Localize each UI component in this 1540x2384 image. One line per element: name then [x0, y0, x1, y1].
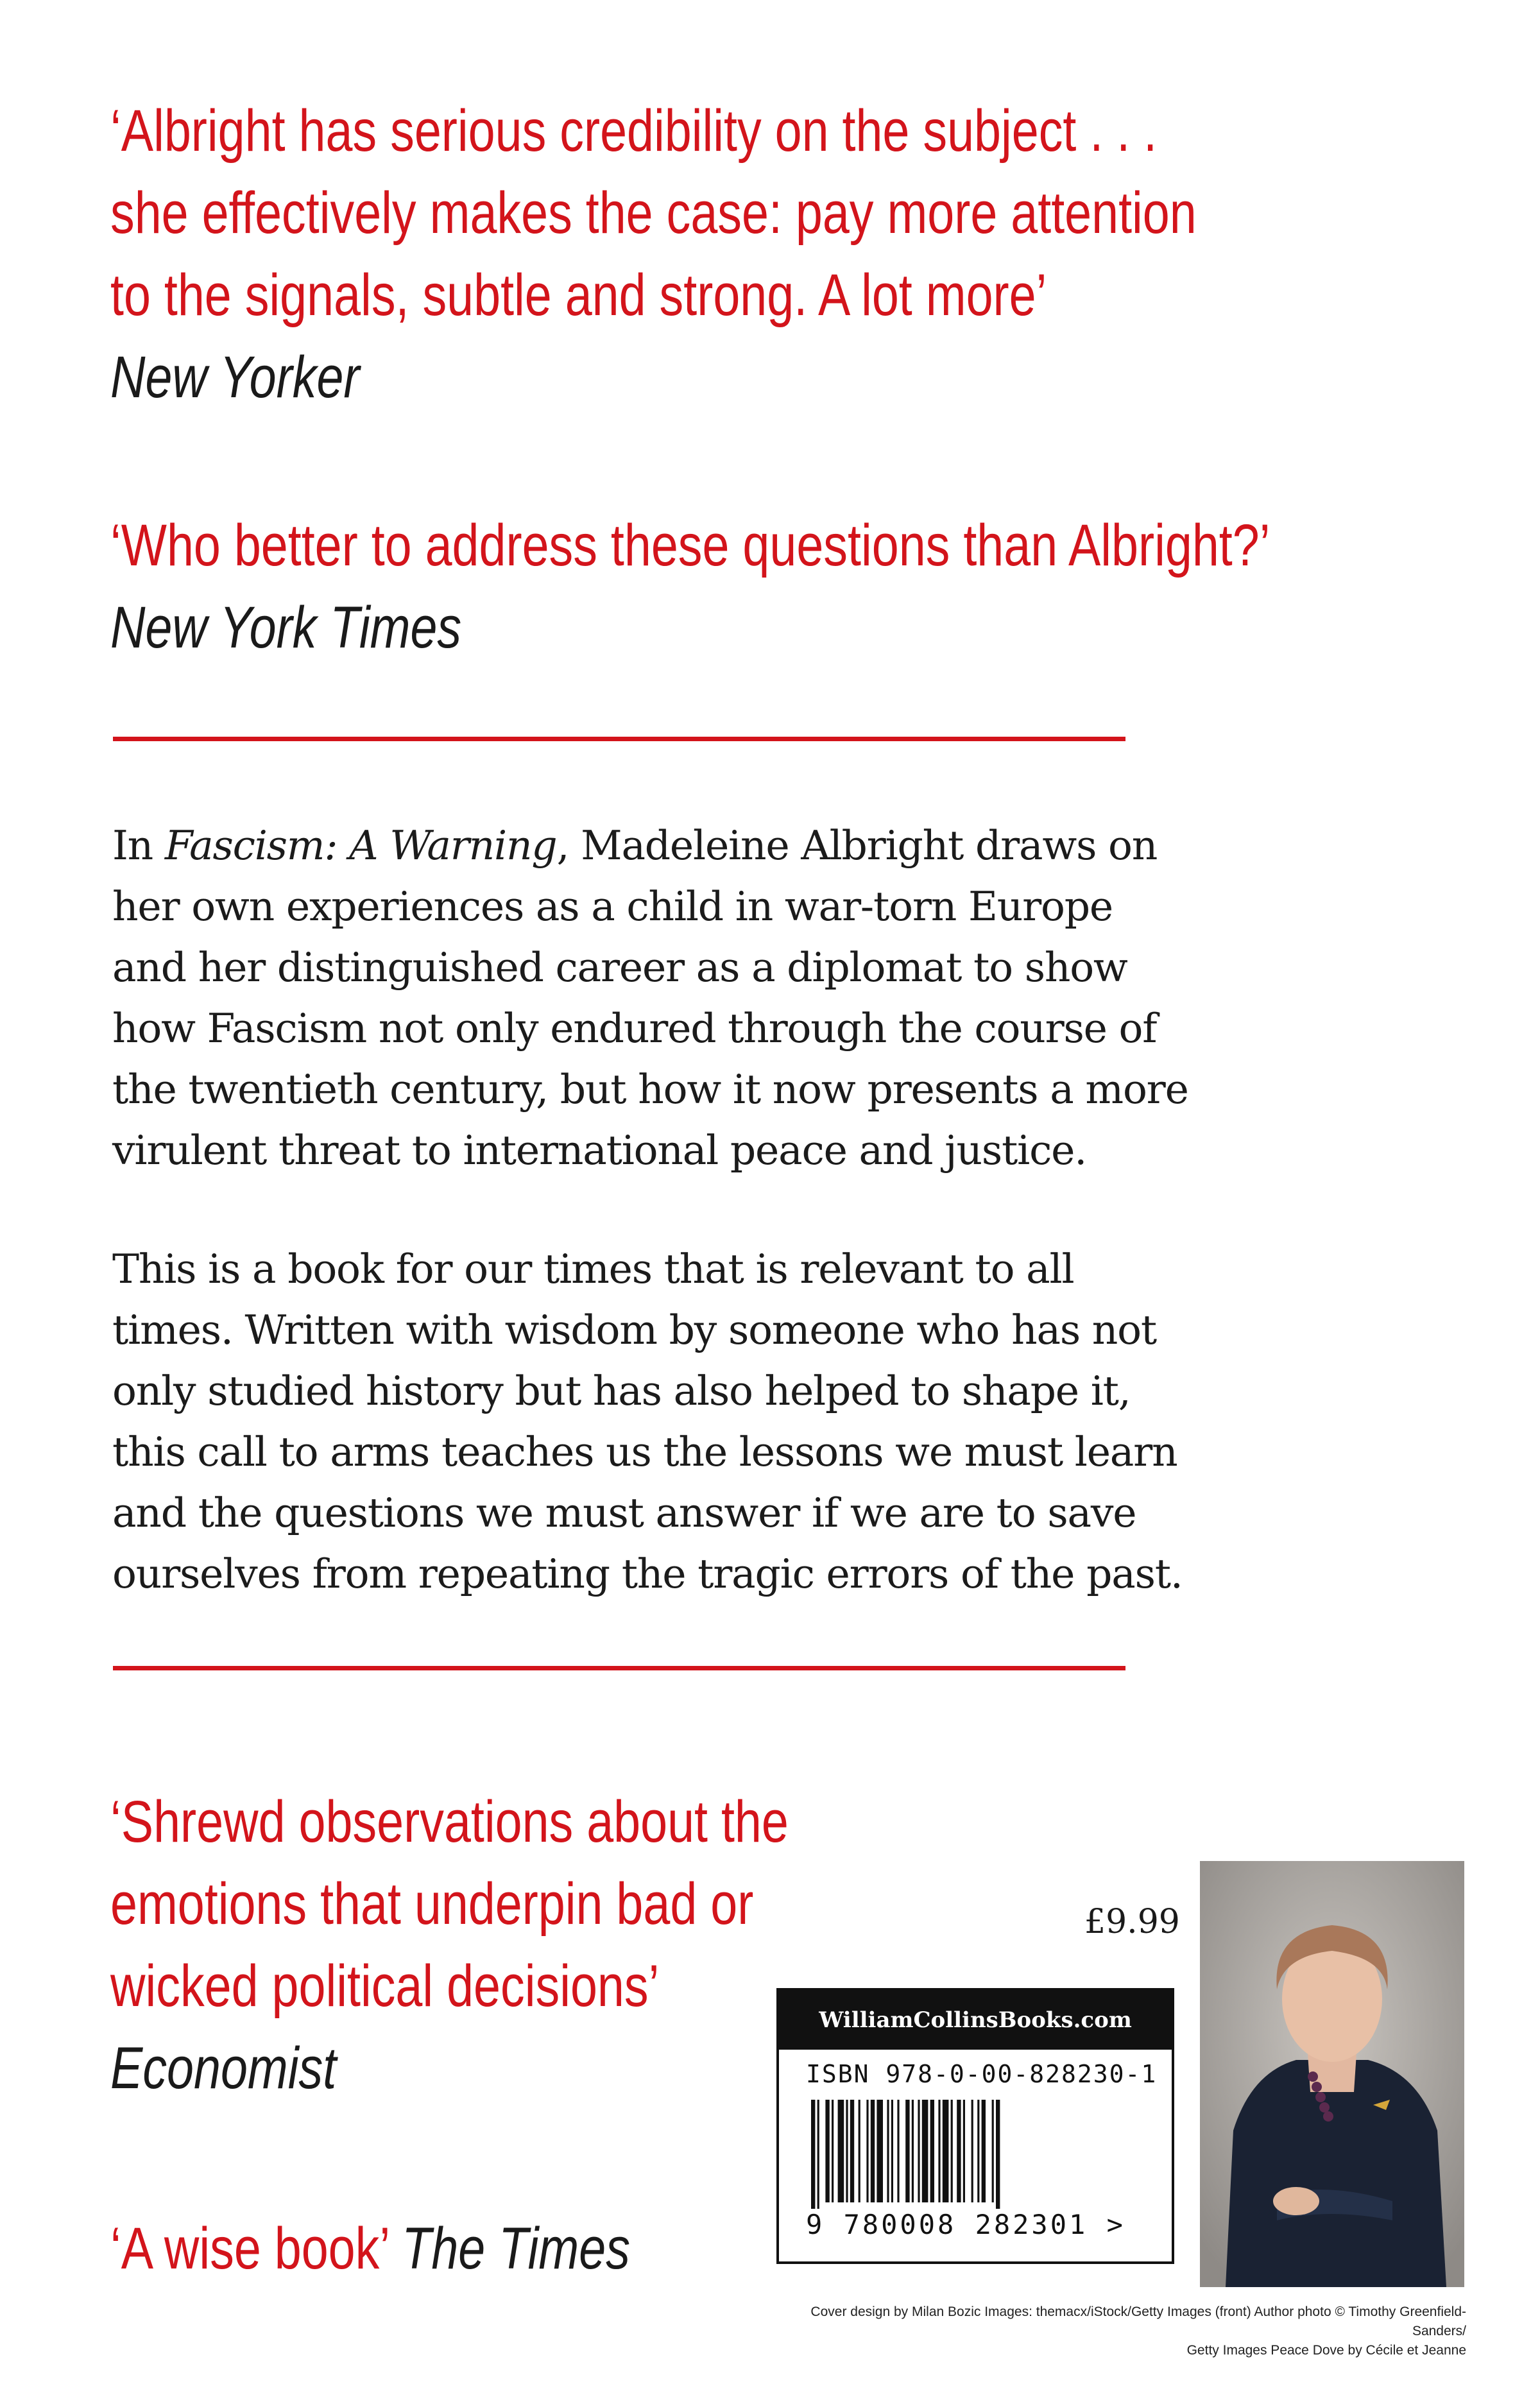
book-title: Fascism: A Warning: [164, 822, 557, 869]
blurb-line: virulent threat to international peace and justice.: [112, 1127, 1087, 1174]
review-nyt: [110, 504, 1270, 669]
barcode-bar: [825, 2100, 829, 2202]
review-the-times: [110, 2208, 630, 2290]
barcode-bar: [897, 2100, 899, 2202]
blurb-line: only studied history but has also helped to shape it,: [112, 1368, 1131, 1414]
barcode-bar: [859, 2100, 860, 2202]
cover-credits: [805, 2303, 1466, 2360]
blurb-paragraph-1: [112, 815, 1325, 1181]
review-line: [110, 2208, 630, 2290]
review-source: New Yorker: [110, 345, 360, 410]
barcode-bar: [992, 2100, 994, 2202]
author-photo: [1200, 1861, 1464, 2287]
barcode-bar: [982, 2100, 986, 2202]
barcode-bar: [838, 2100, 844, 2202]
barcode-bar: [905, 2100, 909, 2202]
barcode-bar: [846, 2100, 848, 2202]
barcode-graphic: [805, 2100, 1151, 2209]
review-line: she effectively makes the case: pay more attention: [110, 180, 1197, 246]
blurb-line: This is a book for our times that is relevant to all: [112, 1246, 1074, 1292]
barcode-bar: [977, 2100, 979, 2202]
barcode-bar: [891, 2100, 893, 2202]
blurb-line: the twentieth century, but how it now presents a more: [112, 1066, 1188, 1113]
barcode-bar: [963, 2100, 965, 2202]
publisher-url: WilliamCollinsBooks.com: [779, 1991, 1172, 2050]
review-line: ‘Who better to address these questions than Albright?’: [110, 513, 1270, 578]
divider-top: [113, 737, 1125, 741]
credits-line: Getty Images Peace Dove by Cécile et Jeanne: [1186, 2343, 1466, 2358]
blurb-line: her own experiences as a child in war-torn Europe: [112, 883, 1113, 930]
barcode-bar: [971, 2100, 973, 2202]
barcode-bar: [877, 2100, 883, 2202]
review-economist: [110, 1781, 789, 2109]
barcode-panel: [776, 1988, 1174, 2264]
barcode-bar: [957, 2100, 961, 2202]
review-line: wicked political decisions’: [110, 1953, 660, 2019]
review-line: to the signals, subtle and strong. A lot more’: [110, 262, 1047, 328]
jacket: [1226, 2060, 1446, 2287]
blurb-prefix: In: [112, 822, 165, 869]
blurb-line: times. Written with wisdom by someone who has not: [112, 1307, 1157, 1353]
barcode-bar: [887, 2100, 889, 2202]
barcode-bar: [922, 2100, 928, 2202]
barcode-bar: [930, 2100, 934, 2202]
barcode-bar: [866, 2100, 868, 2202]
blurb-line: [112, 815, 1325, 876]
review-source: The Times: [402, 2216, 630, 2281]
review-line: ‘Shrewd observations about the: [110, 1789, 789, 1855]
review-source: Economist: [110, 2036, 337, 2101]
review-line: emotions that underpin bad or: [110, 1871, 754, 1937]
blurb-line: ourselves from repeating the tragic errors of the past.: [112, 1550, 1183, 1597]
barcode-bar: [996, 2100, 1000, 2209]
blurb-paragraph-2: [112, 1239, 1325, 1604]
barcode-bar: [943, 2100, 949, 2202]
barcode-bar: [871, 2100, 875, 2202]
divider-bottom: [113, 1666, 1125, 1670]
barcode-bar: [912, 2100, 914, 2202]
review-line: ‘Albright has serious credibility on the subject . . .: [110, 98, 1158, 164]
hand: [1273, 2187, 1319, 2215]
blurb-line: and the questions we must answer if we are to save: [112, 1489, 1136, 1536]
barcode-bar: [811, 2100, 815, 2209]
barcode-bar: [918, 2100, 920, 2202]
blurb-line-rest: , Madeleine Albright draws on: [556, 822, 1158, 869]
barcode-digits: 9 780008 282301 >: [806, 2209, 1125, 2240]
review-new-yorker: [110, 90, 1197, 418]
barcode-bar: [850, 2100, 854, 2202]
barcode-bar: [832, 2100, 834, 2202]
price-label: £9.99: [1084, 1903, 1180, 1941]
barcode-bar: [951, 2100, 953, 2202]
review-source: New York Times: [110, 595, 462, 660]
review-quote: ‘A wise book’: [110, 2216, 389, 2281]
barcode-bar: [938, 2100, 940, 2202]
credits-line: Cover design by Milan Bozic Images: themacx/iStock/Getty Images (front) Author photo © Timothy Greenfield-Sanders/: [810, 2304, 1466, 2338]
blurb-line: this call to arms teaches us the lessons we must learn: [112, 1428, 1177, 1475]
blurb-line: and her distinguished career as a diplomat to show: [112, 944, 1127, 991]
barcode-bar: [817, 2100, 819, 2209]
isbn-text: ISBN 978-0-00-828230-1: [806, 2060, 1158, 2088]
blurb-line: how Fascism not only endured through the course of: [112, 1005, 1157, 1052]
